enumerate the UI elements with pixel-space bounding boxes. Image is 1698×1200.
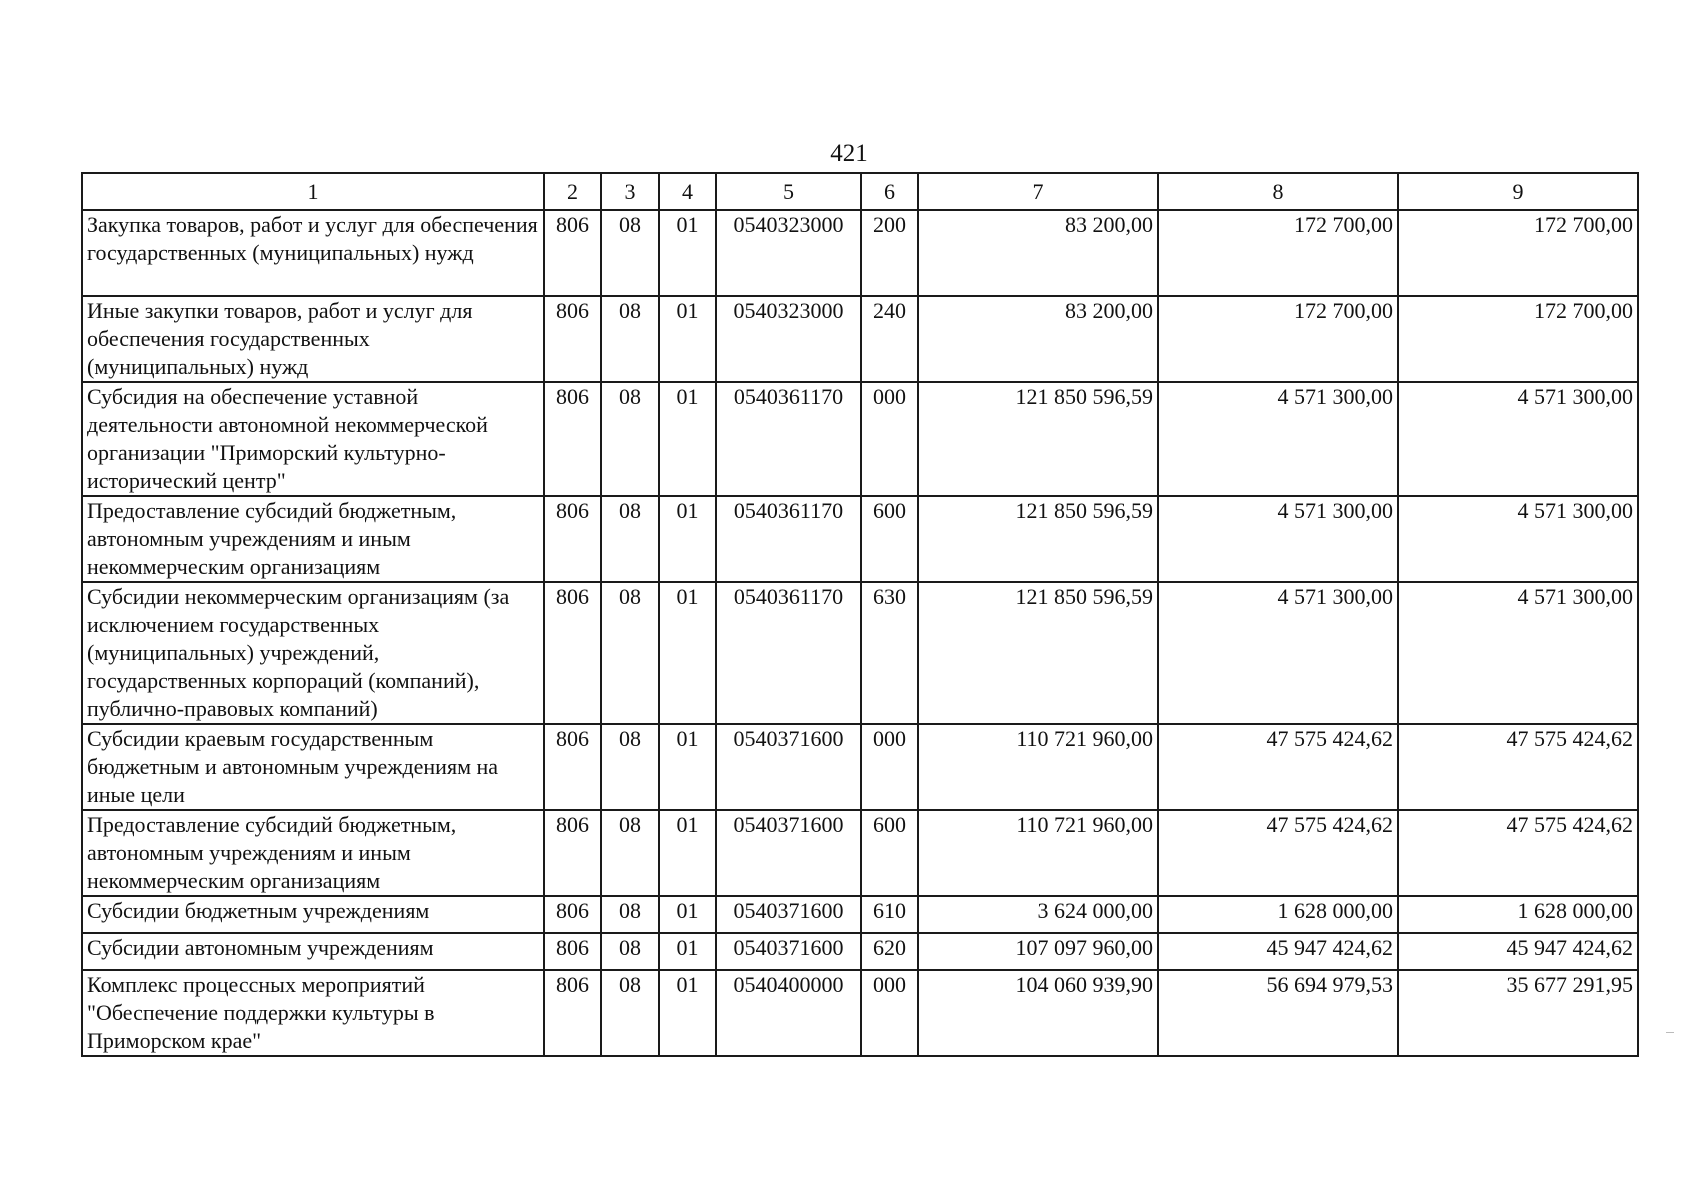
row-amount-col-7: 107 097 960,00	[918, 933, 1158, 970]
row-subsection-code: 01	[659, 382, 716, 496]
row-amount-col-8: 47 575 424,62	[1158, 810, 1398, 896]
row-amount-col-7: 110 721 960,00	[918, 810, 1158, 896]
row-amount-col-9: 172 700,00	[1398, 210, 1638, 296]
row-amount-col-7: 104 060 939,90	[918, 970, 1158, 1056]
row-expense-type-code: 610	[861, 896, 918, 933]
budget-table	[81, 172, 1639, 1057]
row-expense-type-code: 600	[861, 810, 918, 896]
row-name: Субсидия на обеспечение уставной деятельности автономной некоммерческой организации "Приморский культурно-исторический центр"	[82, 382, 544, 496]
row-amount-col-8: 172 700,00	[1158, 296, 1398, 382]
row-subsection-code: 01	[659, 810, 716, 896]
row-expense-type-code: 000	[861, 382, 918, 496]
row-section-code: 08	[601, 210, 659, 296]
row-subsection-code: 01	[659, 582, 716, 724]
row-ministry-code: 806	[544, 933, 601, 970]
row-expense-type-code: 620	[861, 933, 918, 970]
row-amount-col-9: 4 571 300,00	[1398, 582, 1638, 724]
row-amount-col-8: 172 700,00	[1158, 210, 1398, 296]
row-amount-col-8: 47 575 424,62	[1158, 724, 1398, 810]
row-amount-col-8: 56 694 979,53	[1158, 970, 1398, 1056]
table-row	[82, 896, 1638, 933]
row-amount-col-7: 110 721 960,00	[918, 724, 1158, 810]
header-col-3: 3	[601, 173, 659, 210]
row-section-code: 08	[601, 496, 659, 582]
row-name: Комплекс процессных мероприятий "Обеспечение поддержки культуры в Приморском крае"	[82, 970, 544, 1056]
row-name: Предоставление субсидий бюджетным, автономным учреждениям и иным некоммерческим организациям	[82, 496, 544, 582]
row-subsection-code: 01	[659, 933, 716, 970]
row-amount-col-7: 3 624 000,00	[918, 896, 1158, 933]
row-target-code: 0540361170	[716, 496, 861, 582]
row-amount-col-8: 45 947 424,62	[1158, 933, 1398, 970]
row-amount-col-9: 1 628 000,00	[1398, 896, 1638, 933]
row-section-code: 08	[601, 296, 659, 382]
row-section-code: 08	[601, 970, 659, 1056]
row-ministry-code: 806	[544, 382, 601, 496]
row-ministry-code: 806	[544, 296, 601, 382]
row-target-code: 0540371600	[716, 724, 861, 810]
table-body	[82, 210, 1638, 1056]
row-target-code: 0540371600	[716, 810, 861, 896]
row-subsection-code: 01	[659, 210, 716, 296]
row-amount-col-9: 47 575 424,62	[1398, 810, 1638, 896]
table-row	[82, 496, 1638, 582]
header-col-7: 7	[918, 173, 1158, 210]
header-col-2: 2	[544, 173, 601, 210]
row-amount-col-7: 83 200,00	[918, 210, 1158, 296]
header-col-8: 8	[1158, 173, 1398, 210]
row-amount-col-7: 121 850 596,59	[918, 382, 1158, 496]
header-col-1: 1	[82, 173, 544, 210]
row-ministry-code: 806	[544, 724, 601, 810]
row-amount-col-9: 47 575 424,62	[1398, 724, 1638, 810]
row-name: Субсидии краевым государственным бюджетным и автономным учреждениям на иные цели	[82, 724, 544, 810]
row-target-code: 0540361170	[716, 582, 861, 724]
row-amount-col-9: 4 571 300,00	[1398, 496, 1638, 582]
row-target-code: 0540371600	[716, 933, 861, 970]
row-amount-col-9: 4 571 300,00	[1398, 382, 1638, 496]
table-row	[82, 810, 1638, 896]
row-name: Субсидии некоммерческим организациям (за исключением государственных (муниципальных) учреждений, государственных корпораций (компаний), публично-правовых компаний)	[82, 582, 544, 724]
table-row	[82, 582, 1638, 724]
table-row	[82, 382, 1638, 496]
row-expense-type-code: 630	[861, 582, 918, 724]
row-ministry-code: 806	[544, 970, 601, 1056]
header-col-4: 4	[659, 173, 716, 210]
row-amount-col-8: 4 571 300,00	[1158, 582, 1398, 724]
row-amount-col-7: 83 200,00	[918, 296, 1158, 382]
row-section-code: 08	[601, 810, 659, 896]
header-col-5: 5	[716, 173, 861, 210]
table-row	[82, 724, 1638, 810]
row-expense-type-code: 240	[861, 296, 918, 382]
row-target-code: 0540323000	[716, 296, 861, 382]
table-row	[82, 296, 1638, 382]
row-subsection-code: 01	[659, 724, 716, 810]
row-expense-type-code: 200	[861, 210, 918, 296]
table-row	[82, 970, 1638, 1056]
header-col-6: 6	[861, 173, 918, 210]
row-amount-col-8: 4 571 300,00	[1158, 382, 1398, 496]
row-name: Предоставление субсидий бюджетным, автономным учреждениям и иным некоммерческим организациям	[82, 810, 544, 896]
row-amount-col-9: 172 700,00	[1398, 296, 1638, 382]
row-amount-col-9: 35 677 291,95	[1398, 970, 1638, 1056]
row-subsection-code: 01	[659, 896, 716, 933]
row-amount-col-7: 121 850 596,59	[918, 496, 1158, 582]
row-target-code: 0540361170	[716, 382, 861, 496]
row-section-code: 08	[601, 582, 659, 724]
row-ministry-code: 806	[544, 496, 601, 582]
row-target-code: 0540400000	[716, 970, 861, 1056]
row-ministry-code: 806	[544, 896, 601, 933]
row-target-code: 0540371600	[716, 896, 861, 933]
row-amount-col-9: 45 947 424,62	[1398, 933, 1638, 970]
row-name: Субсидии автономным учреждениям	[82, 933, 544, 970]
row-subsection-code: 01	[659, 970, 716, 1056]
header-row	[82, 173, 1638, 210]
row-expense-type-code: 000	[861, 724, 918, 810]
row-name: Иные закупки товаров, работ и услуг для обеспечения государственных (муниципальных) нужд	[82, 296, 544, 382]
scan-margin-mark	[1666, 1032, 1674, 1033]
page-number: 421	[830, 140, 868, 167]
row-ministry-code: 806	[544, 810, 601, 896]
row-ministry-code: 806	[544, 582, 601, 724]
row-target-code: 0540323000	[716, 210, 861, 296]
table-row	[82, 210, 1638, 296]
row-name: Субсидии бюджетным учреждениям	[82, 896, 544, 933]
row-subsection-code: 01	[659, 496, 716, 582]
row-amount-col-7: 121 850 596,59	[918, 582, 1158, 724]
row-amount-col-8: 1 628 000,00	[1158, 896, 1398, 933]
row-section-code: 08	[601, 896, 659, 933]
row-ministry-code: 806	[544, 210, 601, 296]
row-expense-type-code: 600	[861, 496, 918, 582]
table-header	[82, 173, 1638, 210]
row-amount-col-8: 4 571 300,00	[1158, 496, 1398, 582]
row-name: Закупка товаров, работ и услуг для обеспечения государственных (муниципальных) нужд	[82, 210, 544, 296]
row-subsection-code: 01	[659, 296, 716, 382]
table-row	[82, 933, 1638, 970]
row-section-code: 08	[601, 933, 659, 970]
header-col-9: 9	[1398, 173, 1638, 210]
row-section-code: 08	[601, 382, 659, 496]
row-section-code: 08	[601, 724, 659, 810]
row-expense-type-code: 000	[861, 970, 918, 1056]
